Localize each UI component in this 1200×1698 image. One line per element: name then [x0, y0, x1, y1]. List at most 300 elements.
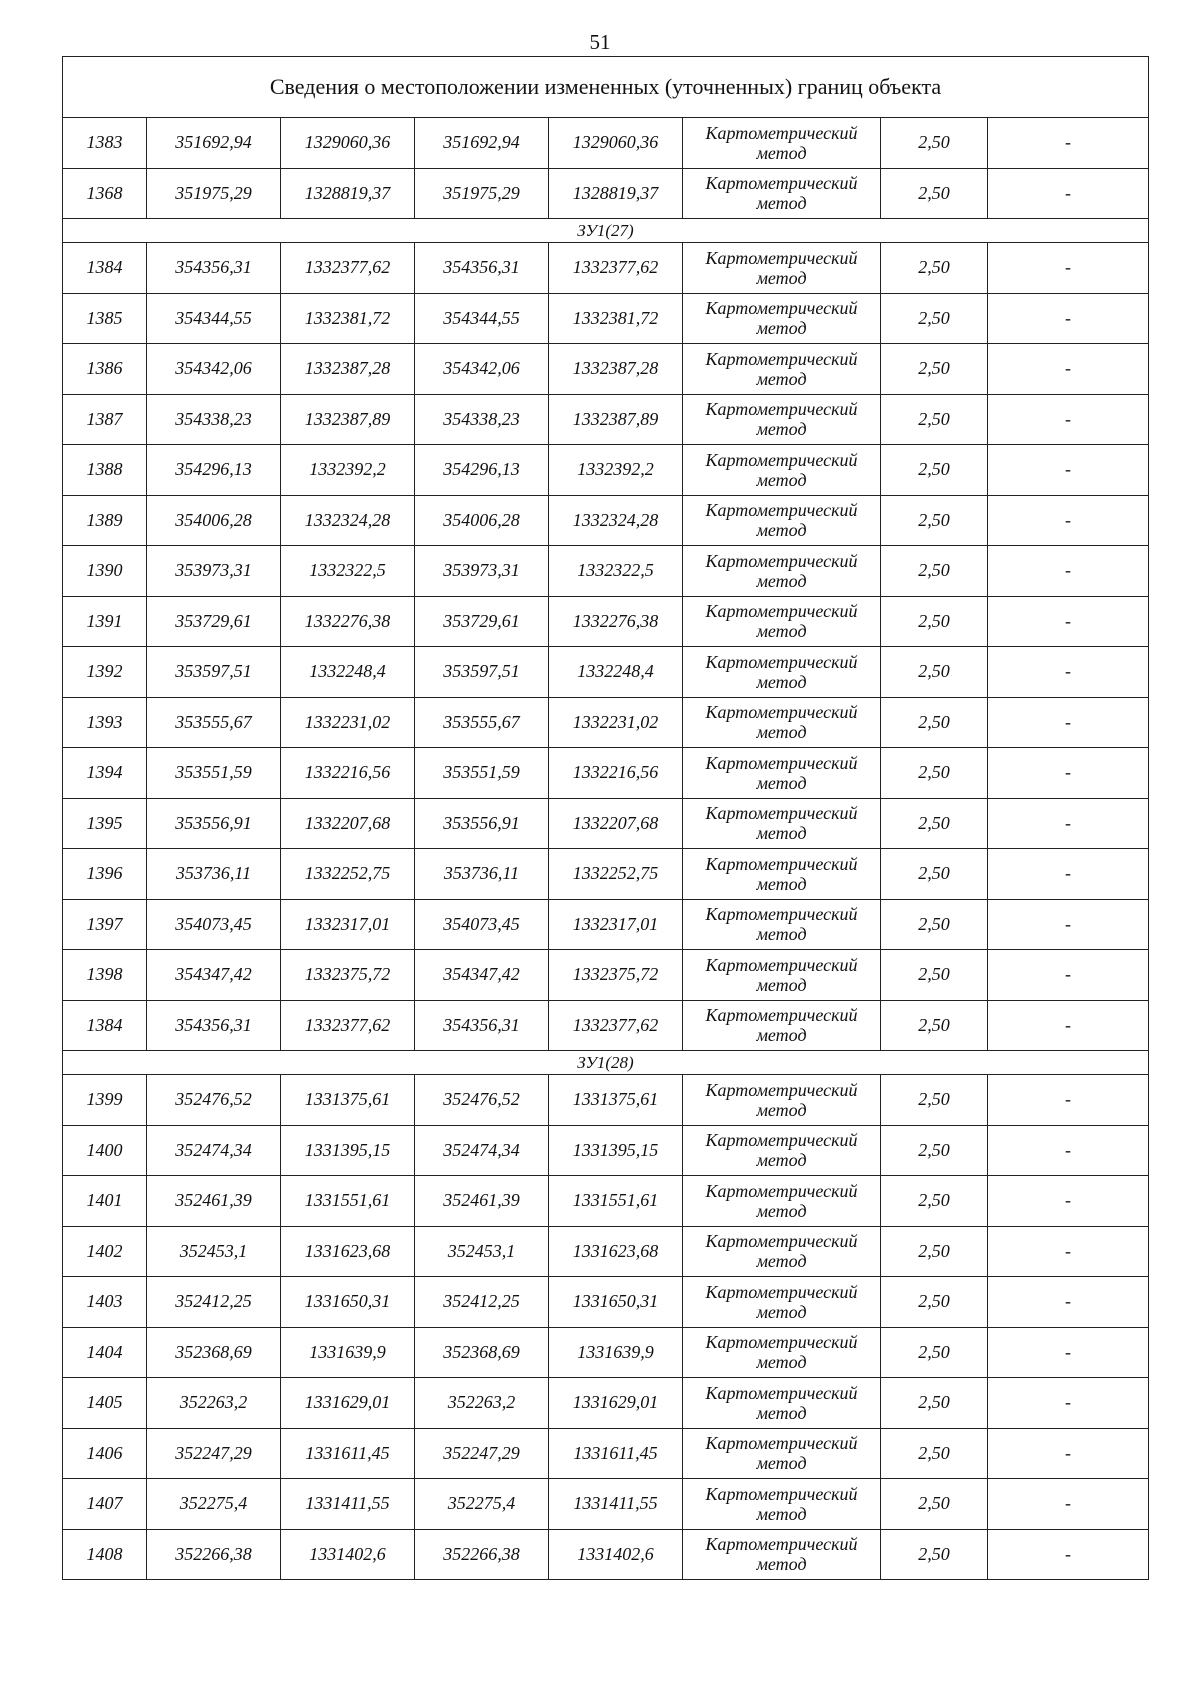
y-existing: 1331395,15 — [281, 1125, 415, 1176]
note-cell: - — [988, 495, 1149, 546]
y-existing: 1331650,31 — [281, 1277, 415, 1328]
y-existing: 1332216,56 — [281, 748, 415, 799]
table-row — [63, 899, 1149, 950]
point-number: 1391 — [63, 596, 147, 647]
note-cell: - — [988, 1277, 1149, 1328]
y-existing: 1332381,72 — [281, 293, 415, 344]
accuracy-cell: 2,50 — [881, 445, 988, 496]
note-cell: - — [988, 1428, 1149, 1479]
method-line-2: метод — [756, 419, 807, 440]
y-existing: 1332322,5 — [281, 546, 415, 597]
x-updated: 352453,1 — [415, 1226, 549, 1277]
note-cell: - — [988, 1327, 1149, 1378]
y-updated: 1332377,62 — [549, 243, 683, 294]
accuracy-cell: 2,50 — [881, 1529, 988, 1580]
x-existing: 352476,52 — [147, 1075, 281, 1126]
point-number: 1396 — [63, 849, 147, 900]
method-line-2: метод — [756, 1554, 807, 1575]
section-header-row — [63, 1051, 1149, 1075]
note-cell: - — [988, 748, 1149, 799]
x-existing: 354344,55 — [147, 293, 281, 344]
x-existing: 353729,61 — [147, 596, 281, 647]
x-updated: 354356,31 — [415, 243, 549, 294]
accuracy-cell: 2,50 — [881, 950, 988, 1001]
method-line-1: Картометрический — [705, 651, 858, 672]
accuracy-cell: 2,50 — [881, 293, 988, 344]
x-updated: 352368,69 — [415, 1327, 549, 1378]
x-updated: 353551,59 — [415, 748, 549, 799]
method-line-1: Картометрический — [705, 853, 858, 874]
x-existing: 351692,94 — [147, 118, 281, 169]
method-line-1: Картометрический — [705, 1534, 858, 1555]
accuracy-cell: 2,50 — [881, 1327, 988, 1378]
table-row — [63, 546, 1149, 597]
accuracy-cell: 2,50 — [881, 899, 988, 950]
method-line-2: метод — [756, 520, 807, 541]
note-cell: - — [988, 1529, 1149, 1580]
method-line-2: метод — [756, 469, 807, 490]
y-updated: 1331551,61 — [549, 1176, 683, 1227]
y-updated: 1332392,2 — [549, 445, 683, 496]
accuracy-cell: 2,50 — [881, 849, 988, 900]
method-line-2: метод — [756, 142, 807, 163]
y-existing: 1332377,62 — [281, 1000, 415, 1051]
x-existing: 354342,06 — [147, 344, 281, 395]
table-row — [63, 495, 1149, 546]
accuracy-cell: 2,50 — [881, 495, 988, 546]
note-cell: - — [988, 1176, 1149, 1227]
y-existing: 1331402,6 — [281, 1529, 415, 1580]
point-number: 1384 — [63, 243, 147, 294]
section-label: ЗУ1(28) — [63, 1051, 1149, 1075]
method-line-1: Картометрический — [705, 904, 858, 925]
method-cell — [683, 1226, 881, 1277]
table-row — [63, 849, 1149, 900]
method-line-2: метод — [756, 267, 807, 288]
x-existing: 353736,11 — [147, 849, 281, 900]
table-row — [63, 950, 1149, 1001]
method-line-1: Картометрический — [705, 1382, 858, 1403]
method-cell — [683, 798, 881, 849]
point-number: 1400 — [63, 1125, 147, 1176]
note-cell: - — [988, 293, 1149, 344]
note-cell: - — [988, 118, 1149, 169]
point-number: 1383 — [63, 118, 147, 169]
point-number: 1388 — [63, 445, 147, 496]
x-updated: 353729,61 — [415, 596, 549, 647]
x-existing: 353556,91 — [147, 798, 281, 849]
y-updated: 1331611,45 — [549, 1428, 683, 1479]
y-existing: 1331375,61 — [281, 1075, 415, 1126]
method-line-1: Картометрический — [705, 449, 858, 470]
accuracy-cell: 2,50 — [881, 546, 988, 597]
x-existing: 353555,67 — [147, 697, 281, 748]
y-updated: 1331629,01 — [549, 1378, 683, 1429]
y-updated: 1332276,38 — [549, 596, 683, 647]
note-cell: - — [988, 849, 1149, 900]
y-updated: 1331650,31 — [549, 1277, 683, 1328]
table-row — [63, 1428, 1149, 1479]
y-updated: 1331411,55 — [549, 1479, 683, 1530]
y-existing: 1332231,02 — [281, 697, 415, 748]
method-line-2: метод — [756, 924, 807, 945]
method-cell — [683, 1277, 881, 1328]
y-existing: 1328819,37 — [281, 168, 415, 219]
method-cell — [683, 950, 881, 1001]
point-number: 1398 — [63, 950, 147, 1001]
table-row — [63, 168, 1149, 219]
x-updated: 352461,39 — [415, 1176, 549, 1227]
note-cell: - — [988, 596, 1149, 647]
y-updated: 1332387,89 — [549, 394, 683, 445]
y-existing: 1332317,01 — [281, 899, 415, 950]
method-cell — [683, 445, 881, 496]
method-line-1: Картометрический — [705, 247, 858, 268]
x-updated: 352476,52 — [415, 1075, 549, 1126]
y-updated: 1331395,15 — [549, 1125, 683, 1176]
method-cell — [683, 118, 881, 169]
x-existing: 354338,23 — [147, 394, 281, 445]
y-existing: 1332248,4 — [281, 647, 415, 698]
point-number: 1393 — [63, 697, 147, 748]
y-updated: 1332324,28 — [549, 495, 683, 546]
accuracy-cell: 2,50 — [881, 697, 988, 748]
note-cell: - — [988, 647, 1149, 698]
note-cell: - — [988, 1125, 1149, 1176]
method-line-1: Картометрический — [705, 954, 858, 975]
section-label: ЗУ1(27) — [63, 219, 1149, 243]
method-line-2: метод — [756, 318, 807, 339]
y-updated: 1332377,62 — [549, 1000, 683, 1051]
x-updated: 352412,25 — [415, 1277, 549, 1328]
y-existing: 1332207,68 — [281, 798, 415, 849]
y-updated: 1331639,9 — [549, 1327, 683, 1378]
method-cell — [683, 1125, 881, 1176]
table-row — [63, 1125, 1149, 1176]
method-line-1: Картометрический — [705, 1130, 858, 1151]
x-existing: 353973,31 — [147, 546, 281, 597]
accuracy-cell: 2,50 — [881, 1226, 988, 1277]
method-cell — [683, 546, 881, 597]
boundary-coordinates-table — [62, 56, 1149, 1580]
method-line-2: метод — [756, 1352, 807, 1373]
table-row — [63, 647, 1149, 698]
method-line-1: Картометрический — [705, 1483, 858, 1504]
method-cell — [683, 697, 881, 748]
y-updated: 1332252,75 — [549, 849, 683, 900]
y-existing: 1332324,28 — [281, 495, 415, 546]
method-line-2: метод — [756, 621, 807, 642]
point-number: 1387 — [63, 394, 147, 445]
method-line-2: метод — [756, 1150, 807, 1171]
x-updated: 354296,13 — [415, 445, 549, 496]
x-existing: 352247,29 — [147, 1428, 281, 1479]
point-number: 1394 — [63, 748, 147, 799]
note-cell: - — [988, 1000, 1149, 1051]
y-updated: 1332381,72 — [549, 293, 683, 344]
y-updated: 1332322,5 — [549, 546, 683, 597]
x-existing: 354296,13 — [147, 445, 281, 496]
y-existing: 1332387,28 — [281, 344, 415, 395]
accuracy-cell: 2,50 — [881, 1125, 988, 1176]
point-number: 1386 — [63, 344, 147, 395]
x-updated: 352474,34 — [415, 1125, 549, 1176]
x-existing: 354356,31 — [147, 1000, 281, 1051]
x-updated: 351692,94 — [415, 118, 549, 169]
table-row — [63, 1529, 1149, 1580]
table-row — [63, 1378, 1149, 1429]
x-updated: 354338,23 — [415, 394, 549, 445]
accuracy-cell: 2,50 — [881, 1277, 988, 1328]
x-updated: 353556,91 — [415, 798, 549, 849]
method-line-2: метод — [756, 1503, 807, 1524]
y-existing: 1331639,9 — [281, 1327, 415, 1378]
table-row — [63, 1226, 1149, 1277]
point-number: 1401 — [63, 1176, 147, 1227]
x-updated: 353555,67 — [415, 697, 549, 748]
note-cell: - — [988, 445, 1149, 496]
table-row — [63, 1277, 1149, 1328]
point-number: 1368 — [63, 168, 147, 219]
method-line-2: метод — [756, 873, 807, 894]
x-updated: 352266,38 — [415, 1529, 549, 1580]
method-line-1: Картометрический — [705, 173, 858, 194]
y-updated: 1332248,4 — [549, 647, 683, 698]
x-updated: 352247,29 — [415, 1428, 549, 1479]
note-cell: - — [988, 899, 1149, 950]
point-number: 1408 — [63, 1529, 147, 1580]
y-updated: 1332317,01 — [549, 899, 683, 950]
point-number: 1402 — [63, 1226, 147, 1277]
x-existing: 354347,42 — [147, 950, 281, 1001]
x-existing: 354073,45 — [147, 899, 281, 950]
x-updated: 354073,45 — [415, 899, 549, 950]
x-updated: 354344,55 — [415, 293, 549, 344]
note-cell: - — [988, 950, 1149, 1001]
method-line-2: метод — [756, 1200, 807, 1221]
accuracy-cell: 2,50 — [881, 1075, 988, 1126]
y-existing: 1332375,72 — [281, 950, 415, 1001]
x-updated: 353973,31 — [415, 546, 549, 597]
table-row — [63, 243, 1149, 294]
method-cell — [683, 1000, 881, 1051]
point-number: 1392 — [63, 647, 147, 698]
x-updated: 354347,42 — [415, 950, 549, 1001]
table-row — [63, 394, 1149, 445]
method-line-2: метод — [756, 1402, 807, 1423]
method-line-2: метод — [756, 1025, 807, 1046]
method-line-1: Картометрический — [705, 399, 858, 420]
accuracy-cell: 2,50 — [881, 1428, 988, 1479]
method-cell — [683, 1428, 881, 1479]
x-existing: 353551,59 — [147, 748, 281, 799]
method-line-1: Картометрический — [705, 298, 858, 319]
method-line-2: метод — [756, 772, 807, 793]
method-cell — [683, 293, 881, 344]
section-header-row — [63, 219, 1149, 243]
method-cell — [683, 495, 881, 546]
method-line-2: метод — [756, 1301, 807, 1322]
x-existing: 352368,69 — [147, 1327, 281, 1378]
x-updated: 352275,4 — [415, 1479, 549, 1530]
accuracy-cell: 2,50 — [881, 1378, 988, 1429]
x-updated: 354356,31 — [415, 1000, 549, 1051]
accuracy-cell: 2,50 — [881, 168, 988, 219]
method-line-2: метод — [756, 368, 807, 389]
method-line-1: Картометрический — [705, 1332, 858, 1353]
x-existing: 352453,1 — [147, 1226, 281, 1277]
method-cell — [683, 748, 881, 799]
method-line-2: метод — [756, 1453, 807, 1474]
table-row — [63, 697, 1149, 748]
method-cell — [683, 1176, 881, 1227]
method-line-2: метод — [756, 823, 807, 844]
method-line-1: Картометрический — [705, 348, 858, 369]
page-number: 51 — [589, 30, 611, 54]
method-cell — [683, 849, 881, 900]
note-cell: - — [988, 243, 1149, 294]
method-line-1: Картометрический — [705, 1180, 858, 1201]
table-row — [63, 596, 1149, 647]
method-cell — [683, 596, 881, 647]
table-row — [63, 344, 1149, 395]
x-updated: 353736,11 — [415, 849, 549, 900]
method-line-1: Картометрический — [705, 122, 858, 143]
x-existing: 354356,31 — [147, 243, 281, 294]
accuracy-cell: 2,50 — [881, 243, 988, 294]
x-existing: 352263,2 — [147, 1378, 281, 1429]
y-updated: 1332231,02 — [549, 697, 683, 748]
method-line-1: Картометрический — [705, 1005, 858, 1026]
accuracy-cell: 2,50 — [881, 798, 988, 849]
method-line-2: метод — [756, 193, 807, 214]
x-updated: 353597,51 — [415, 647, 549, 698]
method-line-2: метод — [756, 570, 807, 591]
y-updated: 1332207,68 — [549, 798, 683, 849]
x-existing: 352461,39 — [147, 1176, 281, 1227]
x-updated: 354342,06 — [415, 344, 549, 395]
method-cell — [683, 394, 881, 445]
method-line-1: Картометрический — [705, 601, 858, 622]
table-row — [63, 748, 1149, 799]
point-number: 1406 — [63, 1428, 147, 1479]
point-number: 1390 — [63, 546, 147, 597]
method-line-1: Картометрический — [705, 803, 858, 824]
point-number: 1399 — [63, 1075, 147, 1126]
method-cell — [683, 1479, 881, 1530]
table-row — [63, 293, 1149, 344]
table-row — [63, 1479, 1149, 1530]
note-cell: - — [988, 1226, 1149, 1277]
accuracy-cell: 2,50 — [881, 1479, 988, 1530]
method-line-2: метод — [756, 671, 807, 692]
table-row — [63, 1075, 1149, 1126]
point-number: 1384 — [63, 1000, 147, 1051]
table-row — [63, 1000, 1149, 1051]
x-existing: 352412,25 — [147, 1277, 281, 1328]
y-existing: 1331629,01 — [281, 1378, 415, 1429]
method-line-2: метод — [756, 722, 807, 743]
method-line-2: метод — [756, 974, 807, 995]
y-updated: 1331402,6 — [549, 1529, 683, 1580]
method-line-1: Картометрический — [705, 1281, 858, 1302]
accuracy-cell: 2,50 — [881, 1000, 988, 1051]
method-cell — [683, 899, 881, 950]
point-number: 1395 — [63, 798, 147, 849]
point-number: 1385 — [63, 293, 147, 344]
method-line-2: метод — [756, 1099, 807, 1120]
method-cell — [683, 1327, 881, 1378]
y-updated: 1329060,36 — [549, 118, 683, 169]
method-cell — [683, 168, 881, 219]
note-cell: - — [988, 798, 1149, 849]
point-number: 1397 — [63, 899, 147, 950]
x-existing: 352275,4 — [147, 1479, 281, 1530]
y-existing: 1331623,68 — [281, 1226, 415, 1277]
method-cell — [683, 1075, 881, 1126]
note-cell: - — [988, 394, 1149, 445]
accuracy-cell: 2,50 — [881, 647, 988, 698]
table-title-row — [63, 57, 1149, 118]
note-cell: - — [988, 1378, 1149, 1429]
method-line-1: Картометрический — [705, 1433, 858, 1454]
accuracy-cell: 2,50 — [881, 394, 988, 445]
table-row — [63, 1176, 1149, 1227]
x-updated: 352263,2 — [415, 1378, 549, 1429]
y-existing: 1332377,62 — [281, 243, 415, 294]
accuracy-cell: 2,50 — [881, 596, 988, 647]
y-existing: 1332276,38 — [281, 596, 415, 647]
method-cell — [683, 243, 881, 294]
point-number: 1407 — [63, 1479, 147, 1530]
method-cell — [683, 1529, 881, 1580]
point-number: 1403 — [63, 1277, 147, 1328]
y-updated: 1332387,28 — [549, 344, 683, 395]
method-cell — [683, 1378, 881, 1429]
point-number: 1389 — [63, 495, 147, 546]
x-updated: 354006,28 — [415, 495, 549, 546]
table-row — [63, 118, 1149, 169]
accuracy-cell: 2,50 — [881, 344, 988, 395]
accuracy-cell: 2,50 — [881, 1176, 988, 1227]
point-number: 1404 — [63, 1327, 147, 1378]
accuracy-cell: 2,50 — [881, 118, 988, 169]
method-line-1: Картометрический — [705, 752, 858, 773]
table-row — [63, 798, 1149, 849]
x-existing: 354006,28 — [147, 495, 281, 546]
x-existing: 352474,34 — [147, 1125, 281, 1176]
method-line-1: Картометрический — [705, 702, 858, 723]
method-cell — [683, 647, 881, 698]
accuracy-cell: 2,50 — [881, 748, 988, 799]
y-existing: 1331611,45 — [281, 1428, 415, 1479]
x-updated: 351975,29 — [415, 168, 549, 219]
note-cell: - — [988, 1479, 1149, 1530]
y-existing: 1332387,89 — [281, 394, 415, 445]
y-updated: 1331375,61 — [549, 1075, 683, 1126]
table-row — [63, 1327, 1149, 1378]
x-existing: 351975,29 — [147, 168, 281, 219]
method-line-1: Картометрический — [705, 550, 858, 571]
method-cell — [683, 344, 881, 395]
y-existing: 1331411,55 — [281, 1479, 415, 1530]
y-existing: 1331551,61 — [281, 1176, 415, 1227]
point-number: 1405 — [63, 1378, 147, 1429]
table-title: Сведения о местоположении измененных (уточненных) границ объекта — [63, 57, 1149, 118]
note-cell: - — [988, 546, 1149, 597]
method-line-1: Картометрический — [705, 500, 858, 521]
y-updated: 1332375,72 — [549, 950, 683, 1001]
